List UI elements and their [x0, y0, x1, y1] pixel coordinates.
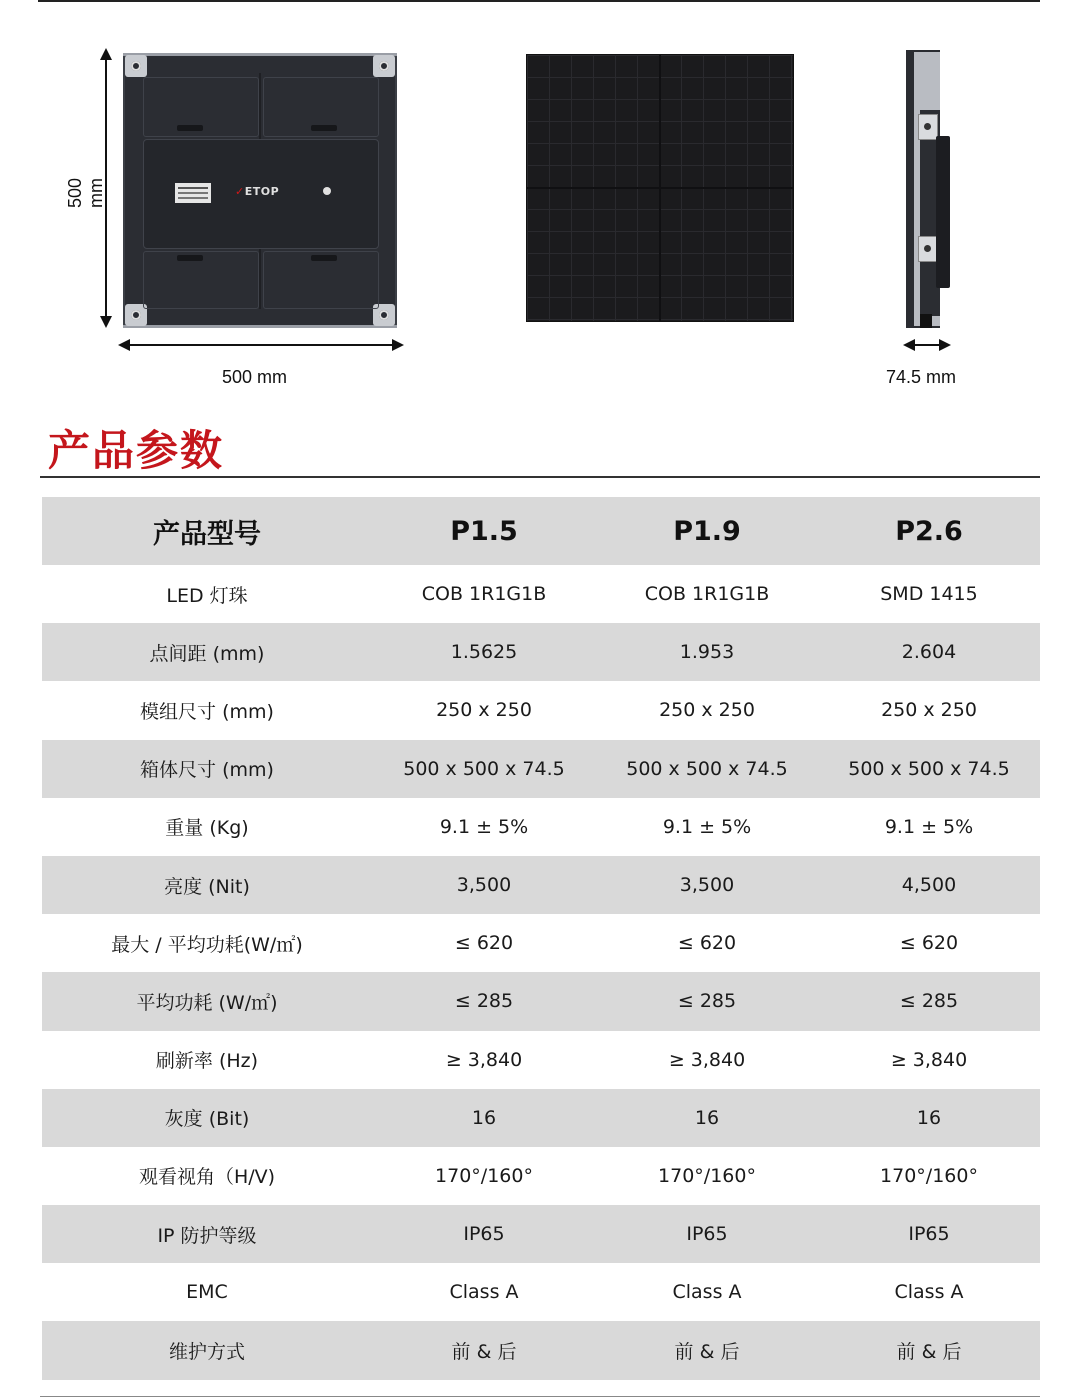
- row-label: 平均功耗 (W/㎡): [136, 991, 278, 1014]
- row-label: 观看视角（H/V): [138, 1166, 276, 1189]
- table-header-row: [42, 497, 1040, 565]
- depth-arrow-icon: [905, 344, 949, 346]
- table-cell: 9.1 ± 5%: [662, 815, 752, 838]
- depth-dimension-label: 74.5 mm: [886, 367, 957, 387]
- row-label: 箱体尺寸 (mm): [140, 759, 274, 782]
- table-cell: 16: [694, 1106, 720, 1129]
- table-cell: IP65: [908, 1223, 950, 1246]
- table-row: [42, 856, 1040, 914]
- table-cell: ≤ 285: [454, 990, 514, 1013]
- table-cell: 2.604: [901, 641, 957, 664]
- top-divider: [38, 0, 1040, 2]
- table-cell: 前 & 后: [451, 1341, 517, 1364]
- table-cell: 16: [471, 1106, 497, 1129]
- handle-icon: [177, 255, 203, 261]
- side-lock-icon: [918, 114, 938, 140]
- table-cell: 前 & 后: [674, 1341, 740, 1364]
- table-cell: 前 & 后: [896, 1341, 962, 1364]
- table-cell: Class A: [449, 1281, 519, 1304]
- table-cell: 170°/160°: [658, 1164, 756, 1187]
- table-cell: 3,500: [456, 874, 512, 897]
- table-cell: Class A: [894, 1281, 964, 1304]
- table-cell: 170°/160°: [435, 1164, 533, 1187]
- table-cell: ≤ 285: [899, 990, 959, 1013]
- table-cell: ≤ 620: [677, 932, 737, 955]
- table-cell: 250 x 250: [659, 699, 755, 722]
- table-cell: IP65: [463, 1223, 505, 1246]
- corner-lock-icon: [125, 55, 147, 77]
- table-row: [42, 798, 1040, 856]
- table-row: [42, 914, 1040, 972]
- table-row: [42, 740, 1040, 798]
- cabinet-side-view: [906, 50, 950, 328]
- table-cell: Class A: [672, 1281, 742, 1304]
- handle-icon: [177, 125, 203, 131]
- table-cell: 3,500: [679, 874, 735, 897]
- bottom-divider: [40, 1396, 1040, 1397]
- corner-lock-icon: [373, 55, 395, 77]
- table-row: [42, 1147, 1040, 1205]
- table-cell: ≤ 620: [454, 932, 514, 955]
- handle-icon: [311, 255, 337, 261]
- table-cell: SMD 1415: [880, 583, 978, 606]
- spec-table: [42, 497, 1040, 1380]
- table-row: [42, 681, 1040, 739]
- side-lock-icon: [918, 236, 938, 262]
- cabinet-back-view: [123, 53, 397, 328]
- spec-label-icon: [175, 183, 211, 203]
- table-row: [42, 972, 1040, 1030]
- table-cell: 4,500: [901, 874, 957, 897]
- frame-edge-top: [123, 53, 397, 56]
- table-cell: 1.953: [679, 641, 735, 664]
- height-dimension-label: 500 mm: [65, 177, 106, 209]
- row-label: IP 防护等级: [157, 1224, 257, 1247]
- row-label: EMC: [186, 1281, 228, 1304]
- title-divider: [40, 476, 1040, 478]
- indicator-dot-icon: [323, 187, 331, 195]
- row-label: LED 灯珠: [166, 584, 248, 607]
- handle-icon: [311, 125, 337, 131]
- table-row: [42, 565, 1040, 623]
- table-row: [42, 1089, 1040, 1147]
- table-cell: 250 x 250: [436, 699, 532, 722]
- width-arrow-icon: [120, 344, 402, 346]
- brand-logo: ✓ETOP: [235, 185, 280, 198]
- table-row: [42, 1321, 1040, 1379]
- table-cell: COB 1R1G1B: [644, 583, 770, 606]
- table-cell: ≥ 3,840: [668, 1048, 746, 1071]
- side-handle: [936, 136, 950, 288]
- row-label: 模组尺寸 (mm): [140, 700, 274, 723]
- table-cell: 170°/160°: [880, 1164, 978, 1187]
- row-label: 亮度 (Nit): [164, 875, 250, 898]
- row-label: 重量 (Kg): [165, 817, 249, 840]
- header-cell-p26: P2.6: [895, 515, 963, 547]
- cabinet-front-view: [527, 55, 793, 321]
- header-cell-p15: P1.5: [450, 515, 518, 547]
- table-cell: 9.1 ± 5%: [439, 815, 529, 838]
- table-cell: 1.5625: [450, 641, 518, 664]
- table-cell: ≤ 620: [899, 932, 959, 955]
- frame-edge-bottom: [123, 325, 397, 328]
- table-row: [42, 1263, 1040, 1321]
- table-cell: 500 x 500 x 74.5: [626, 757, 788, 780]
- row-label: 点间距 (mm): [149, 642, 265, 665]
- table-row: [42, 1205, 1040, 1263]
- section-title: 产品参数: [48, 426, 225, 475]
- header-cell-model: 产品型号: [153, 518, 261, 550]
- width-dimension-label: 500 mm: [222, 367, 288, 387]
- table-row: [42, 1031, 1040, 1089]
- table-cell: 9.1 ± 5%: [884, 815, 974, 838]
- table-cell: ≤ 285: [677, 990, 737, 1013]
- table-cell: 500 x 500 x 74.5: [403, 757, 565, 780]
- header-cell-p19: P1.9: [673, 515, 741, 547]
- row-label: 最大 / 平均功耗(W/㎡): [111, 933, 303, 956]
- table-cell: IP65: [686, 1223, 728, 1246]
- row-label: 维护方式: [168, 1341, 245, 1364]
- table-cell: 500 x 500 x 74.5: [848, 757, 1010, 780]
- row-label: 刷新率 (Hz): [155, 1050, 259, 1073]
- table-row: [42, 623, 1040, 681]
- row-label: 灰度 (Bit): [164, 1108, 250, 1131]
- table-cell: 16: [916, 1106, 942, 1129]
- table-cell: ≥ 3,840: [445, 1048, 523, 1071]
- power-connector-icon: [920, 314, 932, 328]
- table-cell: ≥ 3,840: [890, 1048, 968, 1071]
- table-cell: 250 x 250: [881, 699, 977, 722]
- table-cell: COB 1R1G1B: [421, 583, 547, 606]
